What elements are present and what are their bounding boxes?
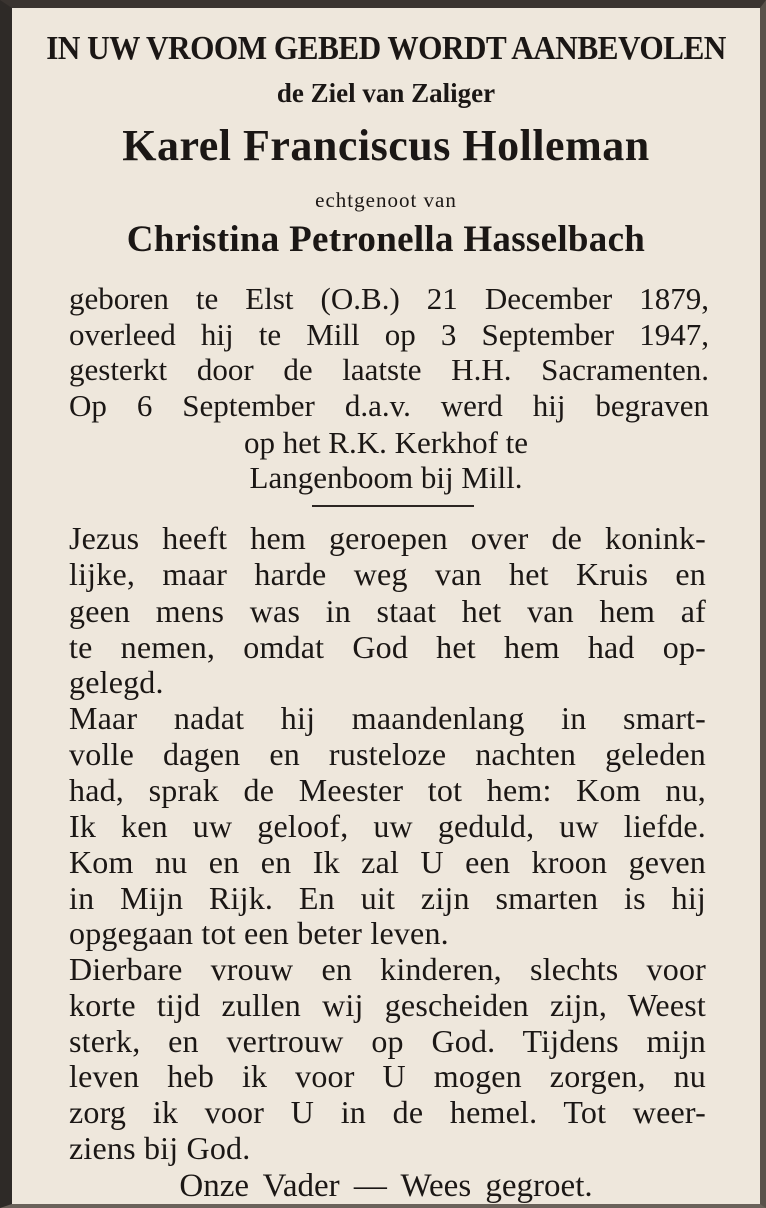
prayer-line: Jezus heeft hem geroepen over de konink- <box>69 520 706 556</box>
prayer-line: ziens bij God. <box>69 1130 251 1166</box>
prayer-line: volle dagen en rusteloze nachten geleden <box>69 736 706 772</box>
deceased-name: Karel Franciscus Holleman <box>122 121 650 170</box>
spouse-label: echtgenoot van <box>315 188 457 212</box>
biography-line: Op 6 September d.a.v. werd hij begraven <box>69 388 709 423</box>
prayer-line: korte tijd zullen wij gescheiden zijn, Weest <box>69 987 706 1023</box>
soul-line: de Ziel van Zaliger <box>276 78 496 108</box>
biography-line: gesterkt door de laatste H.H. Sacramenten. <box>69 352 709 387</box>
prayer-line: lijke, maar harde weg van het Kruis en <box>69 556 706 592</box>
section-divider <box>312 505 474 507</box>
prayer-line: had, sprak de Meester tot hem: Kom nu, <box>69 772 706 808</box>
biography-line: overleed hij te Mill op 3 September 1947, <box>69 317 709 352</box>
prayer-line: te nemen, omdat God het hem had op- <box>69 629 706 665</box>
prayer-line: in Mijn Rijk. En uit zijn smarten is hij <box>69 880 706 916</box>
biography-line: geboren te Elst (O.B.) 21 December 1879, <box>69 281 709 316</box>
closing-prayers: Onze Vader — Wees gegroet. <box>179 1168 593 1204</box>
prayer-line: Kom nu en en Ik zal U een kroon geven <box>69 844 706 880</box>
prayer-line: geen mens was in staat het van hem af <box>69 593 706 629</box>
prayer-line: Maar nadat hij maandenlang in smart- <box>69 700 706 736</box>
prayer-line: zorg ik voor U in de hemel. Tot weer- <box>69 1094 706 1130</box>
biography-line: Langenboom bij Mill. <box>249 460 523 495</box>
prayer-line: gelegd. <box>69 664 164 700</box>
biography-line: op het R.K. Kerkhof te <box>243 425 529 460</box>
prayer-line: opgegaan tot een beter leven. <box>69 915 449 951</box>
prayer-line: Ik ken uw geloof, uw geduld, uw liefde. <box>69 808 706 844</box>
header-text: IN UW VROOM GEBED WORDT AANBEVOLEN <box>46 30 726 67</box>
prayer-line: sterk, en vertrouw op God. Tijdens mijn <box>69 1023 706 1059</box>
prayer-line: leven heb ik voor U mogen zorgen, nu <box>69 1058 706 1094</box>
spouse-name: Christina Petronella Hasselbach <box>126 219 646 260</box>
prayer-line: Dierbare vrouw en kinderen, slechts voor <box>69 951 706 987</box>
